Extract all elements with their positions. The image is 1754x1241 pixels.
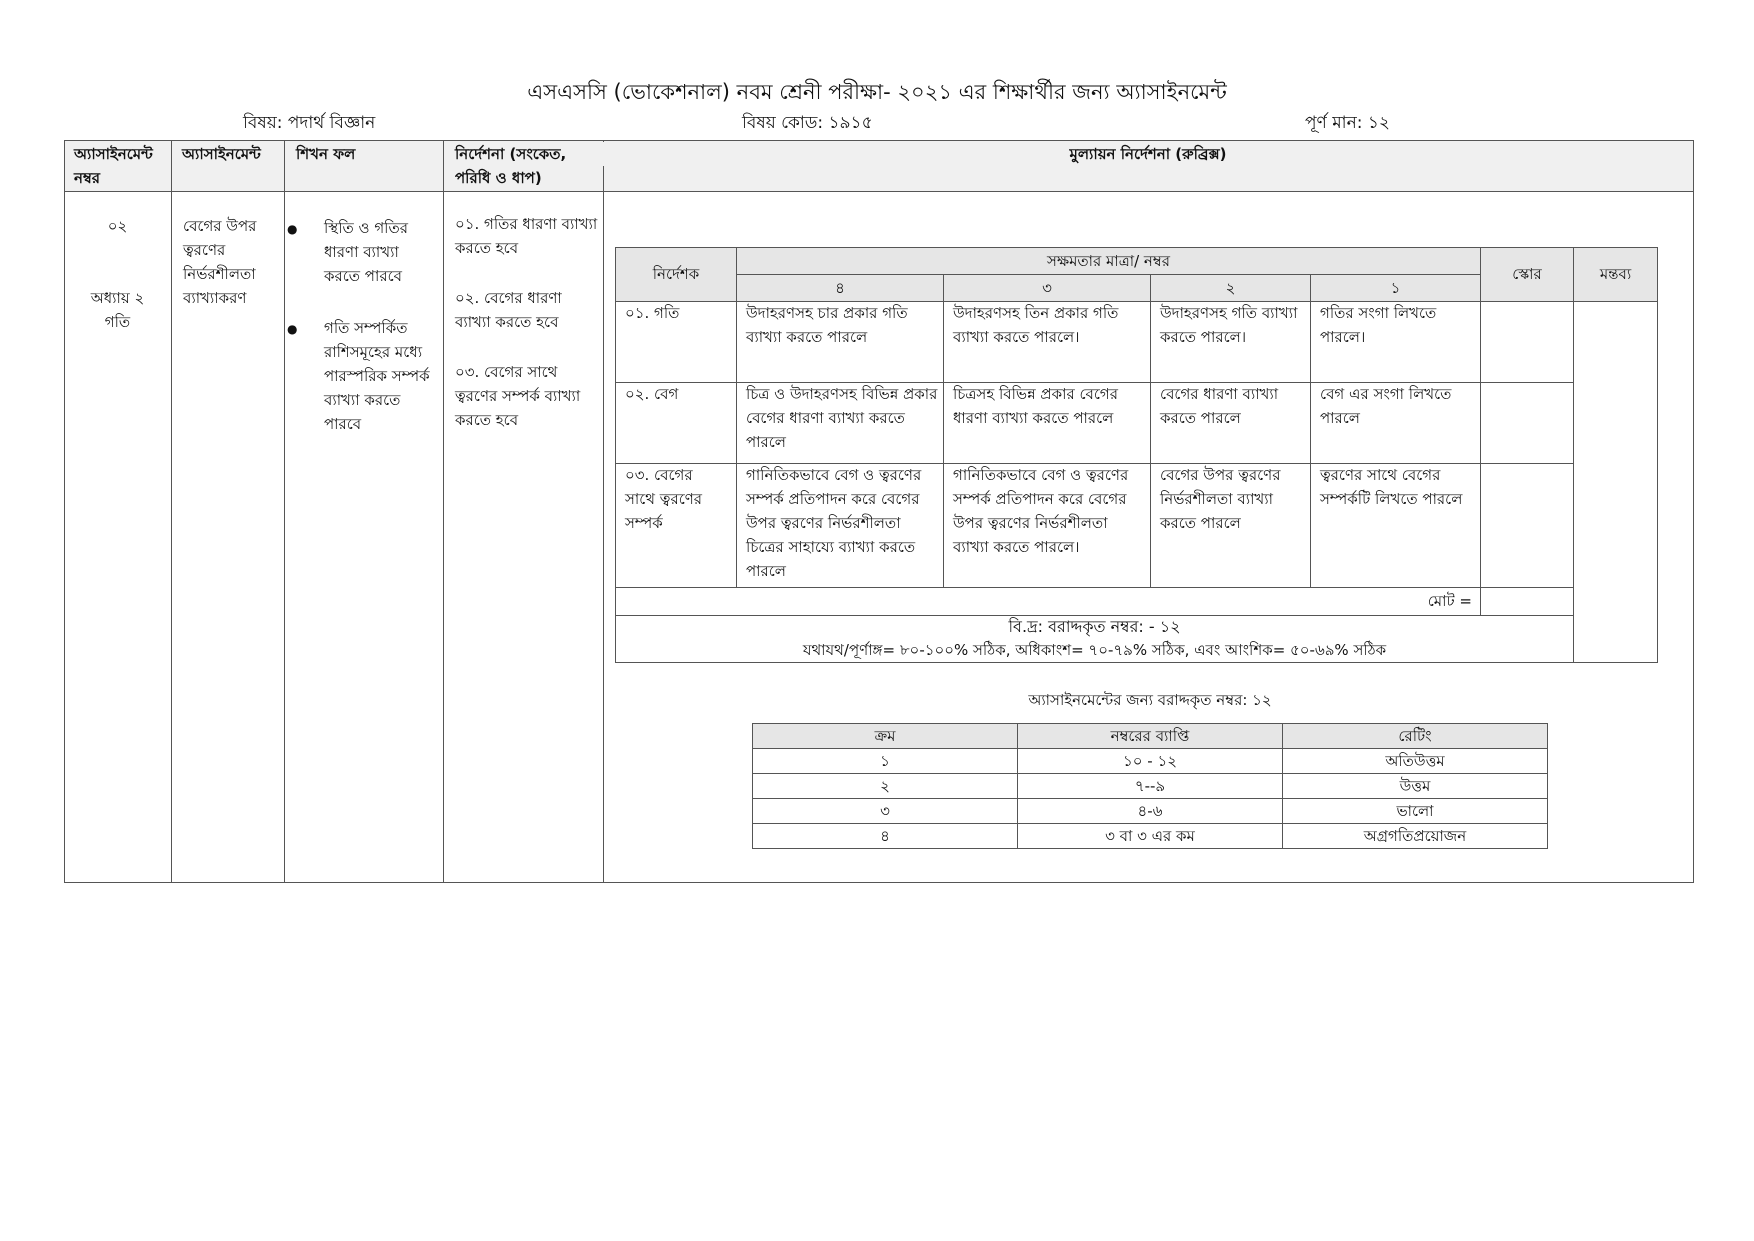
rubric-cell: ত্বরণের সাথে বেগের সম্পর্কটি লিখতে পারলে xyxy=(1320,466,1463,508)
chapter-label: অধ্যায় ২ গতি xyxy=(90,289,145,331)
document-title: এসএসসি (ভোকেশনাল) নবম শ্রেনী পরীক্ষা- ২০২১ এর শিক্ষার্থীর জন্য অ্যাসাইনমেন্ট xyxy=(527,80,1227,104)
rubric-note-grading: যথাযথ/পূর্ণাঙ্গ= ৮০-১০০% সঠিক, অধিকাংশ= ৭০-৭৯% সঠিক, এবং আংশিক= ৫০-৬৯% সঠিক xyxy=(802,641,1387,659)
assignment-topic: বেগের উপর ত্বরণের নির্ভরশীলতা ব্যাখ্যাকরণ xyxy=(183,217,257,307)
rubric-indicator-header: নির্দেশক xyxy=(652,265,700,283)
rubric-cell: গানিতিকভাবে বেগ ও ত্বরণের সম্পর্ক প্রতিপাদন করে বেগের উপর ত্বরণের নির্ভরশীলতা ব্যাখ্যা করতে পারলে। xyxy=(953,466,1129,556)
full-marks-label: পূর্ণ মান: ১২ xyxy=(1305,113,1390,133)
rubric-cell: গানিতিকভাবে বেগ ও ত্বরণের সম্পর্ক প্রতিপাদন করে বেগের উপর ত্বরণের নির্ভরশীলতা চিত্রের সাহায্যে ব্যাখ্যা করতে পারলে xyxy=(746,466,922,580)
rubric-remark-header: মন্তব্য xyxy=(1599,265,1632,283)
rating-cell: ১ xyxy=(880,752,890,770)
rating-header-serial: ক্রম xyxy=(874,727,896,745)
rating-cell: অতিউত্তম xyxy=(1385,752,1445,770)
rating-cell: ৩ বা ৩ এর কম xyxy=(1105,827,1195,845)
rubric-cell: উদাহরণসহ চার প্রকার গতি ব্যাখ্যা করতে পারলে xyxy=(746,304,908,346)
rubric-cell: বেগের ধারণা ব্যাখ্যা করতে পারলে xyxy=(1160,385,1279,427)
rubric-cell: চিত্র ও উদাহরণসহ বিভিন্ন প্রকার বেগের ধারণা ব্যাখ্যা করতে পারলে xyxy=(746,385,938,451)
rubric-indicator: ০৩. বেগের সাথে ত্বরণের সম্পর্ক xyxy=(625,466,703,532)
rubric-cell: উদাহরণসহ তিন প্রকার গতি ব্যাখ্যা করতে পারলে। xyxy=(953,304,1119,346)
rubric-indicator: ০১. গতি xyxy=(625,304,680,322)
learning-outcome-item: স্থিতি ও গতির ধারণা ব্যাখ্যা করতে পারবে xyxy=(324,219,408,285)
instruction-item: ০১. গতির ধারণা ব্যাখ্যা করতে হবে xyxy=(455,215,598,257)
rating-cell: ৩ xyxy=(880,802,890,820)
rubric-cell: চিত্রসহ বিভিন্ন প্রকার বেগের ধারণা ব্যাখ্যা করতে পারলে xyxy=(953,385,1119,427)
instruction-item: ০৩. বেগের সাথে ত্বরণের সম্পর্ক ব্যাখ্যা করতে হবে xyxy=(455,363,581,429)
instruction-item: ০২. বেগের ধারণা ব্যাখ্যা করতে হবে xyxy=(455,289,562,331)
rating-caption: অ্যাসাইনমেন্টের জন্য বরাদ্দকৃত নম্বর: ১২ xyxy=(1028,691,1272,709)
rubric-note-allocated: বি.দ্র: বরাদ্দকৃত নম্বর: - ১২ xyxy=(1008,617,1181,636)
rating-cell: ৪-৬ xyxy=(1137,802,1163,820)
bullet-icon: ● xyxy=(287,222,298,236)
assignment-number: ০২ xyxy=(107,217,128,235)
rating-cell: উত্তম xyxy=(1399,777,1431,795)
rubric-level-1: ১ xyxy=(1390,279,1401,297)
subject-label: বিষয়: পদার্থ বিজ্ঞান xyxy=(243,113,376,133)
subject-code-label: বিষয় কোড: ১৯১৫ xyxy=(742,113,873,133)
rating-cell: ভালো xyxy=(1396,802,1434,820)
header-evaluation: মুল্যায়ন নির্দেশনা (রুব্রিক্স) xyxy=(603,142,1693,166)
rating-cell: ৪ xyxy=(880,827,890,845)
rubric-cell: উদাহরণসহ গতি ব্যাখ্যা করতে পারলে। xyxy=(1160,304,1298,346)
rubric-level-2: ২ xyxy=(1225,279,1236,297)
rubric-total-label: মোট = xyxy=(1427,592,1472,610)
header-assignment: অ্যাসাইনমেন্ট xyxy=(182,142,282,166)
learning-outcome-item: গতি সম্পর্কিত রাশিসমূহের মধ্যে পারস্পরিক সম্পর্ক ব্যাখ্যা করতে পারবে xyxy=(324,319,430,433)
bullet-icon: ● xyxy=(287,322,298,336)
rating-cell: অগ্রগতিপ্রয়োজন xyxy=(1363,827,1467,845)
rubric-level-header: সক্ষমতার মাত্রা/ নম্বর xyxy=(1047,252,1170,270)
rating-cell: ১০ - ১২ xyxy=(1123,752,1177,770)
rubric-level-3: ৩ xyxy=(1042,279,1052,297)
rating-cell: ৭--৯ xyxy=(1134,777,1166,795)
rating-cell: ২ xyxy=(880,777,890,795)
header-assignment-no: অ্যাসাইনমেন্ট নম্বর xyxy=(74,142,170,190)
rubric-cell: বেগ এর সংগা লিখতে পারলে xyxy=(1320,385,1452,427)
header-learning-outcome: শিখন ফল xyxy=(296,142,436,166)
header-instructions: নির্দেশনা (সংকেত, পরিধি ও ধাপ) xyxy=(455,142,600,190)
rubric-score-header: স্কোর xyxy=(1512,265,1542,283)
rubric-indicator: ০২. বেগ xyxy=(625,385,679,403)
rating-header-range: নম্বরের ব্যাপ্তি xyxy=(1110,727,1190,745)
rubric-cell: গতির সংগা লিখতে পারলে। xyxy=(1320,304,1437,346)
rating-header-rating: রেটিং xyxy=(1398,727,1432,745)
rubric-level-4: ৪ xyxy=(835,279,845,297)
rubric-cell: বেগের উপর ত্বরণের নির্ভরশীলতা ব্যাখ্যা করতে পারলে xyxy=(1160,466,1281,532)
